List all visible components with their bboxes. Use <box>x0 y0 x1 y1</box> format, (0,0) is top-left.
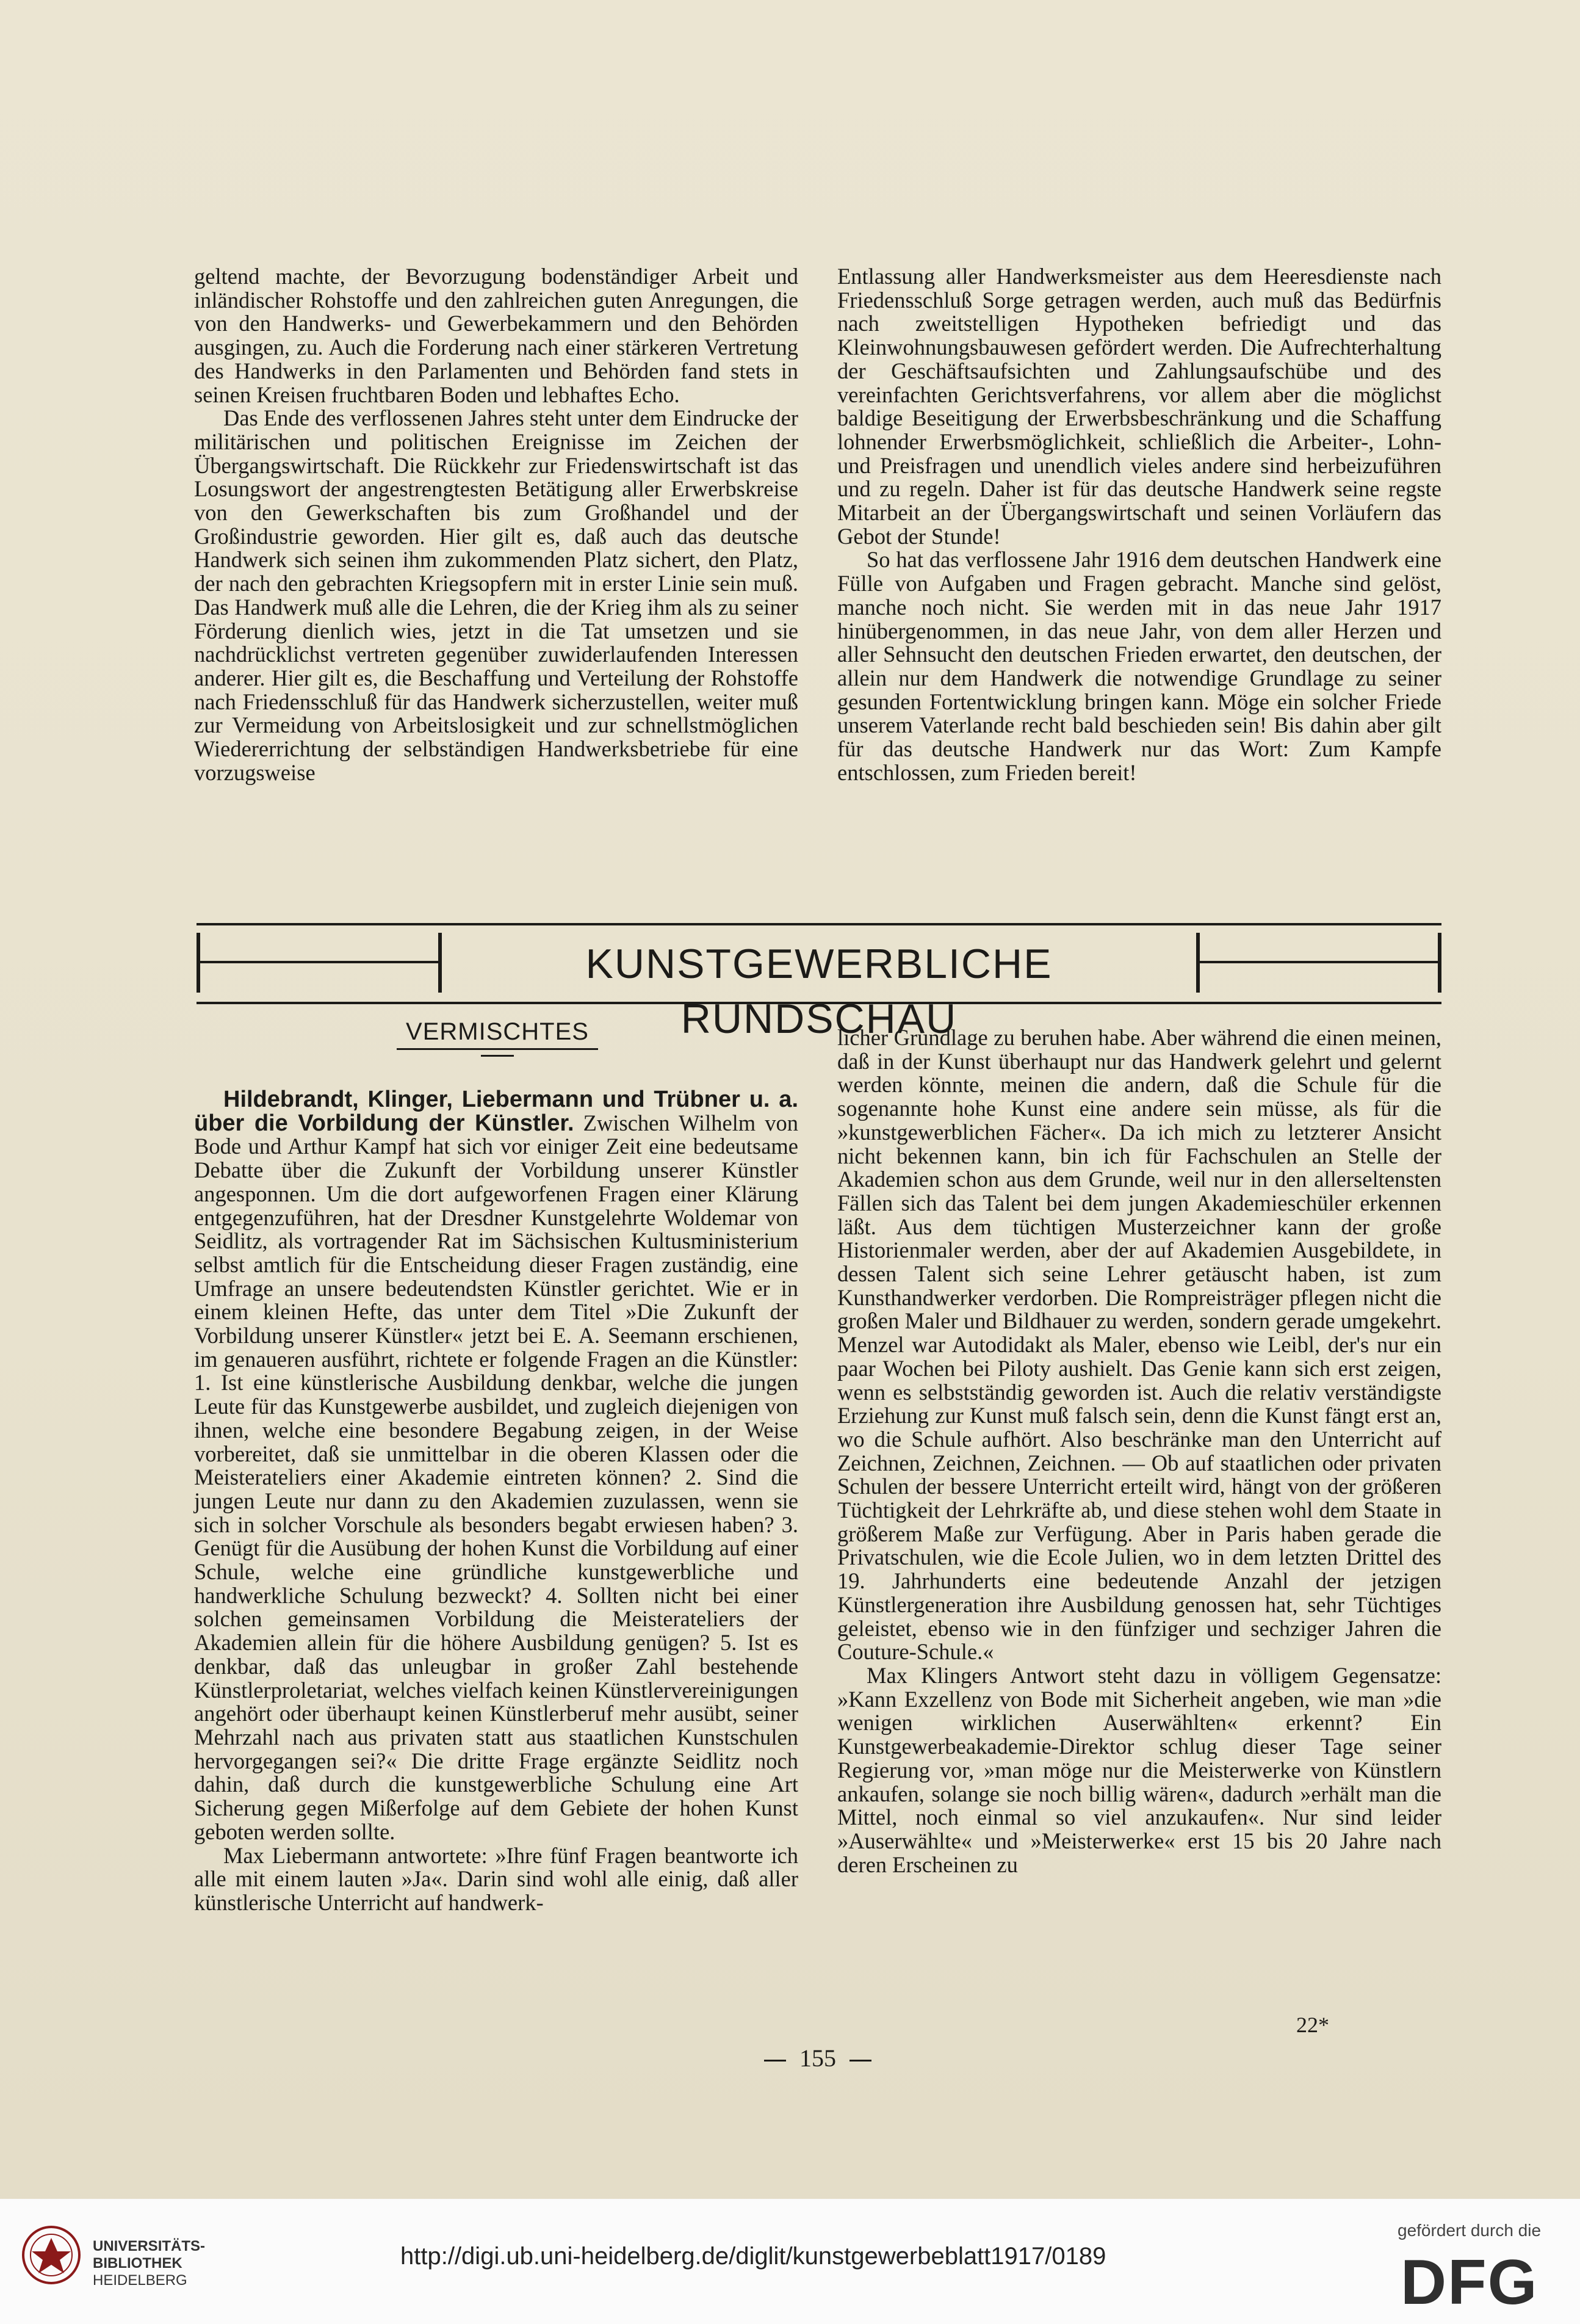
paragraph: licher Grundlage zu beruhen habe. Aber während die einen meinen, daß in der Kunst überhaupt nur das Handwerk gelehrt und gelernt werden könnte, meinen die andern, daß die Schule für die sogenannte hohe Kunst eine andere sein müsse, als für die »kunstgewerblichen Fächer«. Da ich mich zu letzterer Ansicht nicht bekennen kann, bin ich für Fachschulen an Stelle der Akademien schon aus dem Grunde, weil nur in den allerseltensten Fällen sich das Talent bei dem jungen Akademieschüler erkennen läßt. Aus dem tüchtigen Musterzeichner kann der große Historienmaler werden, aber der auf Akademien Ausgebildete, in dessen Talent sich seine Lehrer getäuscht haben, ist zum Kunsthandwerker verdorben. Die Rompreisträger pflegen nicht die großen Maler und Bildhauer zu werden, sondern gerade umgekehrt. Menzel war Autodidakt als Maler, ebenso wie Leibl, der's nur ein paar Wochen bei Piloty aushielt. Das Genie kann sich erst zeigen, wenn es selbstständig geworden ist. Auch die relativ verständigste Erziehung zur Kunst muß falsch sein, denn die Kunst fängt erst an, wo die Schule aufhört. Also beschränke man den Unterricht auf Zeichnen, Zeichnen, Zeichnen. — Ob auf staatlichen oder privaten Schulen der bessere Unterricht erteilt wird, hängt von der größeren Tüchtigkeit der Lehrkräfte ab, und diese stehen wohl dem Staate in größerem Maße zur Verfügung. Aber in Paris haben gerade die Privatschulen, wie die Ecole Julien, wo in dem letzten Drittel des 19. Jahrhunderts eine bedeutende Anzahl der jetzigen Künstlergeneration ihre Ausbildung genossen hat, sehr Tüchtiges geleistet, ebenso wie in den fünfziger und sechziger Jahren die Couture-Schule.« <box>837 1025 1441 1665</box>
top-left-column <box>194 265 798 784</box>
banner-bar <box>438 933 442 993</box>
paragraph: Max Klingers Antwort steht dazu in völligem Gegensatze: »Kann Exzellenz von Bode mit Sicherheit angeben, wie man »die wenigen wirklichen Auserwählten« erkennt? Ein Kunstgewerbeakademie-Direktor schlug dieser Tage seiner Regierung vor, »man möge nur die Meisterwerke von Künstlern ankaufen, solange sie noch billig wären«, dadurch »erhält man die Mittel, noch einmal so viel anzukaufen«. Nur sind leider »Auserwählte« und »Meisterwerke« erst 15 bis 20 Jahre nach deren Erscheinen zu <box>837 1662 1441 1877</box>
library-name <box>93 2238 205 2289</box>
dfg-logo: DFG <box>1401 2247 1539 2318</box>
banner-right-rule <box>1196 961 1441 963</box>
library-name-line: BIBLIOTHEK <box>93 2255 182 2272</box>
page-number <box>751 2044 885 2072</box>
page-number-text: 155 <box>799 2044 836 2072</box>
paragraph: Entlassung aller Handwerksmeister aus dem Heeresdienste nach Friedensschluß Sorge getragen werden, auch muß das Bedürfnis nach zweitstelligen Hypotheken befriedigt und das Kleinwohnungsbauwesen gefördert werden. Die Aufrechterhaltung der Geschäftsaufsichten und Zahlungsaufschübe und des vereinfachten Gerichtsverfahrens, vor allem aber die möglichst baldige Beseitigung der Erwerbsbeschränkung und die Schaffung lohnender Erwerbsmöglichkeit, schließlich die Arbeiter-, Lohn- und Preisfragen und unendlich vieles andere sind herbeizuführen und zu regeln. Daher ist für das deutsche Handwerk seine regste Mitarbeit an der Übergangswirtschaft und seinen Vorläufern das Gebot der Stunde! <box>837 264 1441 549</box>
paragraph: So hat das verflossene Jahr 1916 dem deutschen Handwerk eine Fülle von Aufgaben und Fragen gebracht. Manche sind gelöst, manche noch nicht. Sie werden mit in das neue Jahr 1917 hinübergenommen, in das neue Jahr, von dem aller Herzen und aller Sehnsucht den deutschen Frieden erwartet, den deutschen, der allein nur dem Handwerk die notwendige Grundlage zu seiner gesunden Fortentwicklung bringen kann. Möge ein solcher Friede unserem Vaterlande recht bald beschieden sein! Bis dahin aber gilt für das deutsche Handwerk nur das Wort: Zum Kampfe entschlossen, zum Frieden bereit! <box>837 547 1441 785</box>
digitization-footer <box>0 2199 1580 2324</box>
heading-underline <box>397 1048 598 1050</box>
paragraph: Max Liebermann antwortete: »Ihre fünf Fragen beantworte ich alle mit einem lauten »Ja«. Darin sind wohl alle einig, daß aller künstlerische Unterricht auf handwerk- <box>194 1842 798 1915</box>
bottom-right-column <box>837 1026 1441 1877</box>
article-title: Hildebrandt, Klinger, Liebermann und Trübner u. a. über die Vorbildung der Künstler. <box>194 1087 798 1136</box>
library-name-line: UNIVERSITÄTS- <box>93 2238 206 2254</box>
bottom-left-column <box>194 1088 798 1915</box>
article-lead-text: Zwischen Wilhelm von Bode und Arthur Kampf hat sich vor einiger Zeit eine bedeutsame Debatte über die Zukunft der Vorbildung unserer Künstler angesponnen. Um die dort aufgeworfenen Fragen einer Klärung entgegenzuführen, hat der Dresdner Kunstgelehrte Woldemar von Seidlitz, als vortragender Rat im Sächsischen Kultusministerium selbst amtlich für die Entscheidung dieser Fragen zuständig, eine Umfrage an unsere bedeutendsten Künstler gerichtet. Wie er in einem kleinen Hefte, das unter dem Titel »Die Zukunft der Vorbildung unserer Künstler« jetzt bei E. A. Seemann erschienen, im genaueren ausführt, richtete er folgende Fragen an die Künstler: 1. Ist eine künstlerische Ausbildung denkbar, welche die jungen Leute für das Kunstgewerbe ausbildet, und zugleich diejenigen von ihnen, welche eine besondere Begabung zeigen, in der Weise vorbereitet, daß sie unmittelbar in die oberen Klassen oder die Meisterateliers einer Akademie eintreten können? 2. Sind die jungen Leute nur dann zu den Akademien zuzulassen, wenn sie sich in solcher Vorschule als besonders begabt erwiesen haben? 3. Genügt für die Ausübung der hohen Kunst die Vorbildung auf einer Schule, welche eine gründliche kunstgewerbliche und handwerkliche Schulung bezweckt? 4. Sollten nicht bei einer solchen gemeinsamen Vorbildung die Meisterateliers der Akademien allein für die höhere Ausbildung genügen? 5. Ist es denkbar, daß das unleugbar in großer Zahl bestehende Künstlerproletariat, welches vielfach keinen Künstlervereinigungen angehört oder überhaupt keinen Künstlerberuf mehr ausübt, seiner Mehrzahl nach aus privaten statt aus staatlichen Kunstschulen hervorgegangen sei?« Die dritte Frage ergänzte Seidlitz noch dahin, daß durch die kunstgewerbliche Schulung eine Art Sicherung gegen Mißerfolge auf dem Gebiete der hohen Kunst geboten werden sollte. <box>194 1110 798 1844</box>
signature-mark: 22* <box>1296 2013 1329 2037</box>
top-right-column <box>837 265 1441 784</box>
banner-top-rule <box>197 923 1441 925</box>
dash <box>850 2060 871 2062</box>
heading-ornament <box>481 1055 514 1057</box>
paragraph: Das Ende des verflossenen Jahres steht unter dem Eindrucke der militärischen und politischen Ereignisse im Zeichen der Übergangswirtschaft. Die Rückkehr zur Friedenswirtschaft ist das Losungswort der angestrengtesten Betätigung aller Erwerbskreise von den Gewerkschaften bis zum Großhandel und der Großindustrie geworden. Hier gilt es, daß auch das deutsche Handwerk sich seinen ihm zukommenden Platz sichert, den Platz, der nach den gebrachten Kriegsopfern mit in erster Linie sein muß. Das Handwerk muß alle die Lehren, die der Krieg ihm als zu seiner Förderung dienlich wies, jetzt in die Tat umsetzen und sie nachdrücklichst vertreten gegenüber zuwiderlaufenden Interessen anderer. Hier gilt es, die Beschaffung und Verteilung der Rohstoffe nach Friedensschluß für das Handwerk sicherzustellen, weiter muß zur Vermeidung von Arbeitslosigkeit und zur schnellstmöglichen Wiedererrichtung der selbständigen Handwerksbetriebe für eine vorzugsweise <box>194 405 798 785</box>
library-name-line: HEIDELBERG <box>93 2272 187 2289</box>
banner-bar <box>1438 933 1441 993</box>
article-lead <box>194 1088 798 1844</box>
section-heading-text: VERMISCHTES <box>406 1018 589 1045</box>
funded-by-label: gefördert durch die <box>1398 2221 1542 2240</box>
university-seal-icon <box>21 2224 82 2286</box>
source-url-link[interactable]: http://digi.ub.uni-heidelberg.de/diglit/kunstgewerbeblatt1917/0189 <box>400 2243 1106 2270</box>
paragraph: geltend machte, der Bevorzugung bodenständiger Arbeit und inländischer Rohstoffe und den zahlreichen guten Anregungen, die von den Handwerks- und Gewerbekammern und den Behörden ausgingen, zu. Auch die Forderung nach einer stärkeren Vertretung des Handwerks in den Parlamenten und Behörden fand stets in seinen Kreisen fruchtbaren Boden und lebhaftes Echo. <box>194 264 798 407</box>
section-heading <box>381 1018 613 1057</box>
banner-title: KUNSTGEWERBLICHE RUNDSCHAU <box>585 941 1053 1042</box>
banner-left-rule <box>197 961 439 963</box>
dash <box>764 2060 786 2062</box>
